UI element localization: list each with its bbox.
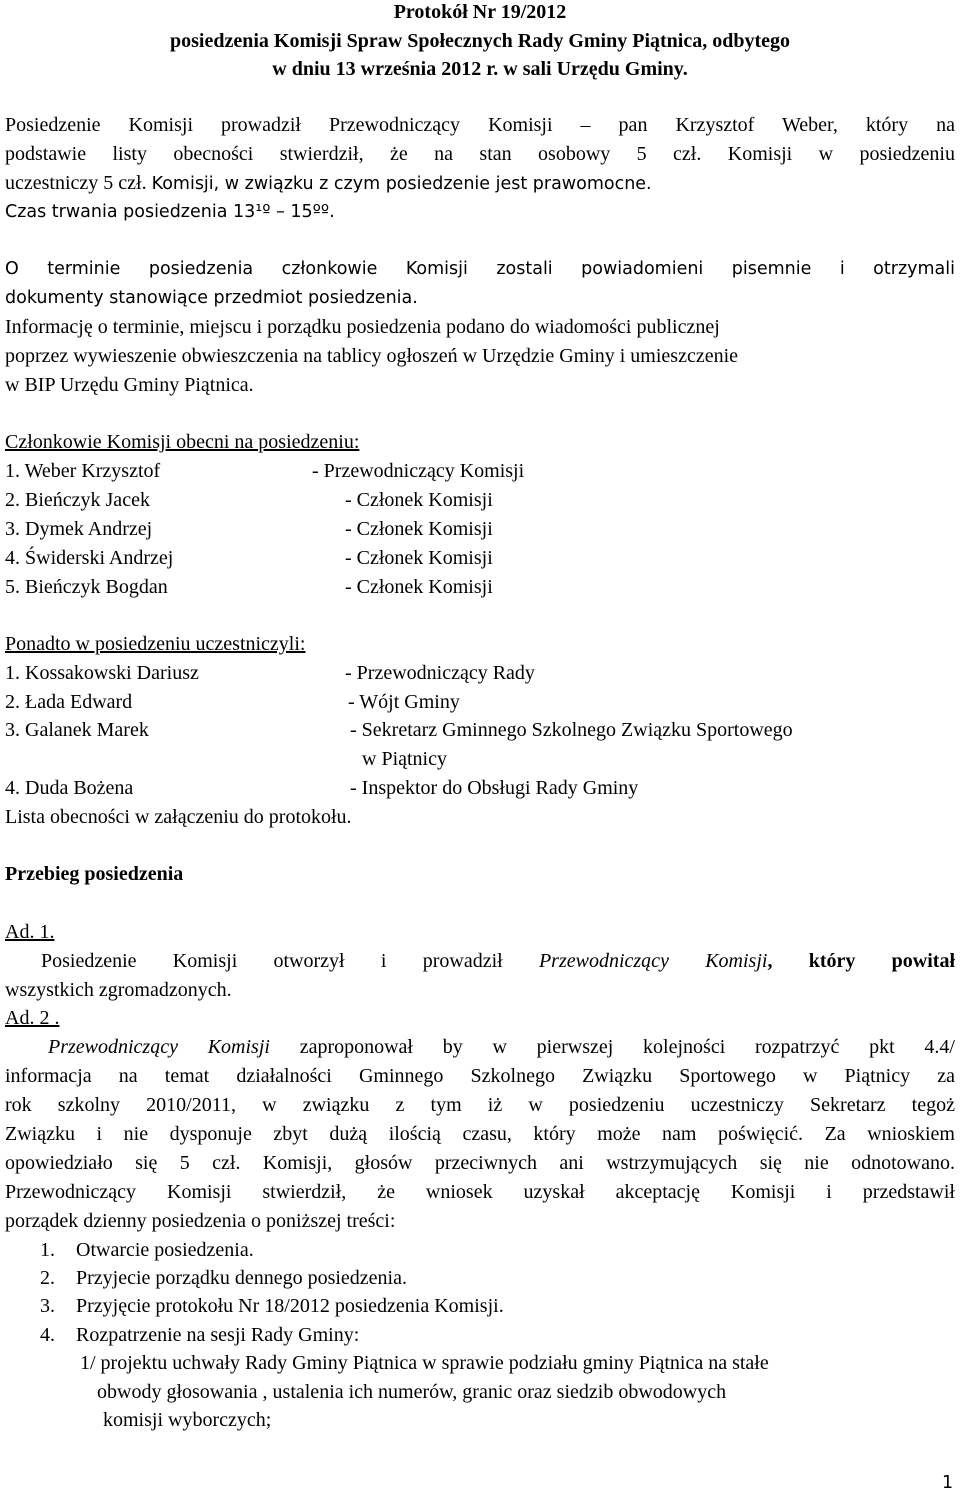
agenda-sub-line-2: obwody głosowania , ustalenia ich numerów, granic oraz siedzib obwodowych: [97, 1381, 727, 1403]
ad2-line-1-part-b: zaproponował by w pierwszej kolejności rozpatrzyć pkt 4.4/: [269, 1036, 955, 1058]
notice-line-5: w BIP Urzędu Gminy Piątnica.: [5, 374, 254, 396]
ad2-line-2: informacja na temat działalności Gminnego Szkolnego Związku Sportowego w Piątnicy za: [5, 1065, 955, 1087]
guest-role-3-continued: w Piątnicy: [362, 748, 447, 770]
ad2-line-6: Przewodniczący Komisji stwierdził, że wniosek uzyskał akceptację Komisji i przedstawił: [5, 1181, 955, 1203]
member-name-4: 4. Świderski Andrzej: [5, 547, 174, 569]
guest-role-2: - Wójt Gminy: [348, 691, 460, 713]
ad2-line-7: porządek dzienny posiedzenia o poniższej treści:: [5, 1210, 396, 1232]
intro-line-3: [5, 170, 652, 197]
member-name-1: 1. Weber Krzysztof: [5, 460, 161, 482]
intro-line-3-part-b: Komisji, w związku z czym posiedzenie jest prawomocne.: [151, 174, 652, 194]
members-heading: Członkowie Komisji obecni na posiedzeniu:: [5, 431, 360, 453]
agenda-list-text-3: Przyjęcie protokołu Nr 18/2012 posiedzenia Komisji.: [76, 1295, 504, 1317]
member-role-4: - Członek Komisji: [345, 547, 493, 569]
intro-line-3-part-a: uczestniczy 5 czł.: [5, 172, 152, 194]
ad2-line-1: [48, 1034, 955, 1060]
agenda-list-num-3: 3.: [40, 1295, 55, 1317]
ad1-chairman: Przewodniczący Komisji: [538, 950, 768, 972]
intro-line-1: Posiedzenie Komisji prowadził Przewodniczący Komisji – pan Krzysztof Weber, który na: [5, 114, 955, 136]
protocol-subtitle: posiedzenia Komisji Spraw Społecznych Rady Gminy Piątnica, odbytego: [169, 30, 791, 52]
guest-name-4: 4. Duda Bożena: [5, 777, 134, 799]
agenda-list-num-2: 2.: [40, 1267, 55, 1289]
agenda-list-text-1: Otwarcie posiedzenia.: [76, 1239, 254, 1261]
agenda-item-ad2: Ad. 2 .: [5, 1007, 60, 1029]
ad2-line-3: rok szkolny 2010/2011, w związku z tym iż w posiedzeniu uczestniczy Sekretarz tegoż: [5, 1094, 955, 1116]
protocol-title: Protokół Nr 19/2012: [393, 1, 567, 23]
guest-role-4: - Inspektor do Obsługi Rady Gminy: [350, 777, 639, 799]
agenda-item-ad1: Ad. 1.: [5, 921, 55, 943]
member-name-5: 5. Bieńczyk Bogdan: [5, 576, 168, 598]
intro-line-2: podstawie listy obecności stwierdził, że na stan osobowy 5 czł. Komisji w posiedzeniu: [5, 143, 955, 165]
attendance-note: Lista obecności w załączeniu do protokołu.: [5, 806, 352, 828]
ad2-line-4: Związku i nie dysponuje zbyt dużą ilością czasu, który może nam poświęcić. Za wnioskiem: [5, 1123, 955, 1145]
ad2-chairman: Przewodniczący Komisji: [48, 1036, 270, 1058]
ad2-line-5: opowiedziało się 5 czł. Komisji, głosów przeciwnych ani wstrzymujących się nie odnotowano.: [5, 1152, 955, 1174]
guest-role-3: - Sekretarz Gminnego Szkolnego Związku Sportowego: [350, 719, 793, 741]
agenda-list-num-4: 4.: [40, 1324, 55, 1346]
member-role-3: - Członek Komisji: [345, 518, 493, 540]
guests-heading: Ponadto w posiedzeniu uczestniczyli:: [5, 633, 306, 655]
protocol-date-line: w dniu 13 września 2012 r. w sali Urzędu Gminy.: [272, 58, 688, 80]
member-role-1: - Przewodniczący Komisji: [312, 460, 525, 482]
proceedings-heading: Przebieg posiedzenia: [5, 863, 184, 885]
agenda-sub-line-3: komisji wyborczych;: [103, 1409, 272, 1431]
agenda-list-text-4: Rozpatrzenie na sesji Rady Gminy:: [76, 1324, 360, 1346]
notice-line-2: dokumenty stanowiące przedmiot posiedzenia.: [5, 288, 418, 308]
agenda-list-num-1: 1.: [40, 1239, 55, 1261]
guest-role-1: - Przewodniczący Rady: [345, 662, 535, 684]
notice-line-3: Informację o terminie, miejscu i porządku posiedzenia podano do wiadomości publicznej: [5, 316, 720, 338]
guest-name-3: 3. Galanek Marek: [5, 719, 149, 741]
ad1-line-1: [41, 948, 955, 974]
member-name-3: 3. Dymek Andrzej: [5, 518, 153, 540]
ad1-line-1-part-c: , który powitał: [767, 950, 955, 972]
notice-line-1: O terminie posiedzenia członkowie Komisji zostali powiadomieni pisemnie i otrzymali: [5, 259, 955, 279]
guest-name-1: 1. Kossakowski Dariusz: [5, 662, 199, 684]
ad1-line-2: wszystkich zgromadzonych.: [5, 979, 232, 1001]
agenda-list-text-2: Przyjecie porządku dennego posiedzenia.: [76, 1267, 407, 1289]
guest-name-2: 2. Łada Edward: [5, 691, 133, 713]
member-role-2: - Członek Komisji: [345, 489, 493, 511]
intro-duration: Czas trwania posiedzenia 13¹º – 15ºº.: [5, 202, 335, 222]
member-name-2: 2. Bieńczyk Jacek: [5, 489, 150, 511]
member-role-5: - Członek Komisji: [345, 576, 493, 598]
page-number: 1: [942, 1473, 954, 1493]
notice-line-4: poprzez wywieszenie obwieszczenia na tablicy ogłoszeń w Urzędzie Gminy i umieszczenie: [5, 345, 739, 367]
agenda-sub-line-1: 1/ projektu uchwały Rady Gminy Piątnica w sprawie podziału gminy Piątnica na stałe: [80, 1352, 769, 1374]
ad1-line-1-part-a: Posiedzenie Komisji otworzył i prowadził: [41, 950, 539, 972]
